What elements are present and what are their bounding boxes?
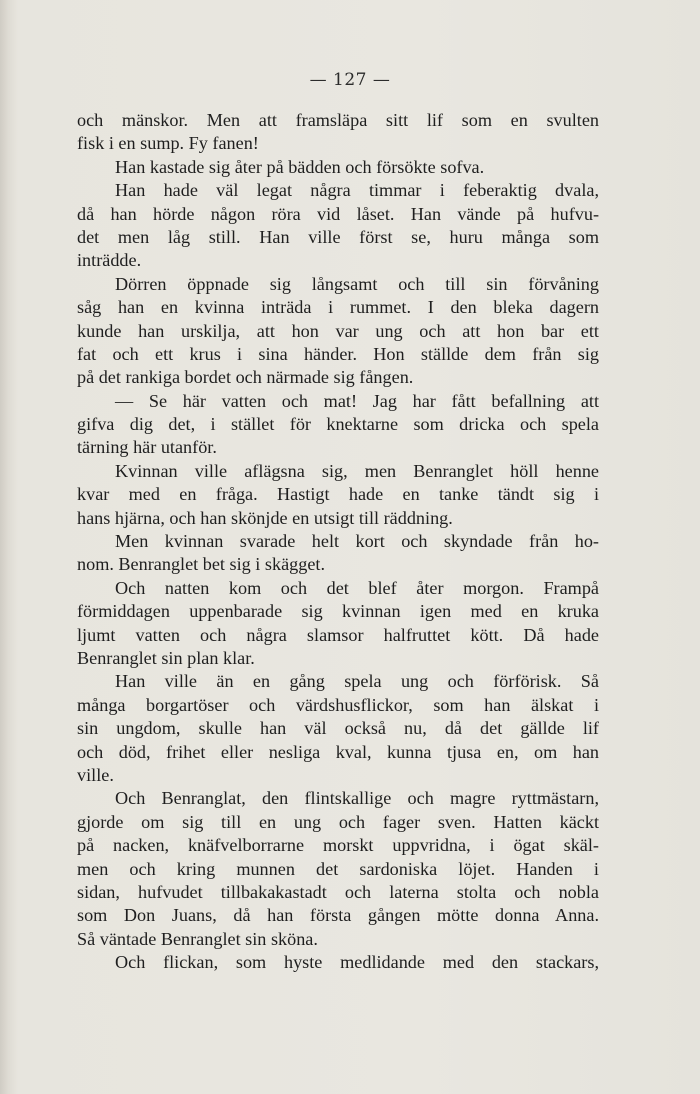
text-line: inträdde. xyxy=(77,250,142,271)
text-line: fisk i en sump. Fy fanen! xyxy=(77,133,259,154)
text-line: tärning här utanför. xyxy=(77,437,217,458)
text-line: kunde han urskilja, att hon var ung och att hon bar ett xyxy=(77,320,599,341)
text-line: fat och ett krus i sina händer. Hon ställde dem från sig xyxy=(77,343,599,364)
text-line: gjorde om sig till en ung och fager sven. Hatten käckt xyxy=(77,811,599,832)
text-line: men och kring munnen det sardoniska löjet. Handen i xyxy=(77,858,599,879)
text-line: Han hade väl legat några timmar i feberaktig dvala, xyxy=(115,180,599,201)
text-line: Dörren öppnade sig långsamt och till sin förvåning xyxy=(115,273,599,294)
text-line: Och natten kom och det blef åter morgon. Frampå xyxy=(115,577,599,598)
text-line: Han ville än en gång spela ung och förförisk. Så xyxy=(115,671,599,692)
text-line: ljumt vatten och några slamsor halfruttet kött. Då hade xyxy=(77,624,599,645)
text-line: Han kastade sig åter på bädden och försökte sofva. xyxy=(115,156,485,177)
text-line: — Se här vatten och mat! Jag har fått befallning att xyxy=(115,390,599,411)
text-line: nom. Benranglet bet sig i skägget. xyxy=(77,554,326,575)
text-line: Och Benranglat, den flintskallige och magre ryttmästarn, xyxy=(115,788,599,809)
text-line: Så väntade Benranglet sin sköna. xyxy=(77,928,318,949)
text-line: och mänskor. Men att framsläpa sitt lif som en svulten xyxy=(77,110,599,130)
text-line: på nacken, knäfvelborrarne morskt uppvridna, i ögat skäl- xyxy=(77,835,599,856)
text-line: Kvinnan ville aflägsna sig, men Benranglet höll henne xyxy=(115,460,599,481)
text-line: som Don Juans, då han första gången mötte donna Anna. xyxy=(77,905,599,926)
text-line: Och flickan, som hyste medlidande med den stackars, xyxy=(115,952,599,973)
text-line: och död, frihet eller nesliga kval, kunna tjusa en, om han xyxy=(77,741,599,762)
text-line: många borgartöser och värdshusflickor, som han älskat i xyxy=(77,694,599,715)
text-line: då han hörde någon röra vid låset. Han vände på hufvu- xyxy=(77,203,599,224)
text-line: sin ungdom, skulle han väl också nu, då det gällde lif xyxy=(77,718,599,739)
body-text xyxy=(77,109,599,974)
text-line: förmiddagen uppenbarade sig kvinnan igen med en kruka xyxy=(77,601,599,622)
text-line: ville. xyxy=(77,764,114,785)
page-number: — 127 — xyxy=(309,70,391,90)
text-line: kvar med en fråga. Hastigt hade en tanke tändt sig i xyxy=(77,484,599,505)
text-line: Men kvinnan svarade helt kort och skyndade från ho- xyxy=(115,531,599,552)
text-line: sidan, hufvudet tillbakakastadt och laterna stolta och nobla xyxy=(77,881,599,902)
text-line: hans hjärna, och han skönjde en utsigt till räddning. xyxy=(77,507,453,528)
text-line: Benranglet sin plan klar. xyxy=(77,647,255,668)
text-line: såg han en kvinna inträda i rummet. I den bleka dagern xyxy=(77,297,599,318)
text-line: gifva dig det, i stället för knektarne som dricka och spela xyxy=(77,414,599,435)
text-line: det men låg still. Han ville först se, huru många som xyxy=(77,226,599,247)
text-line: på det rankiga bordet och närmade sig fången. xyxy=(77,367,414,388)
